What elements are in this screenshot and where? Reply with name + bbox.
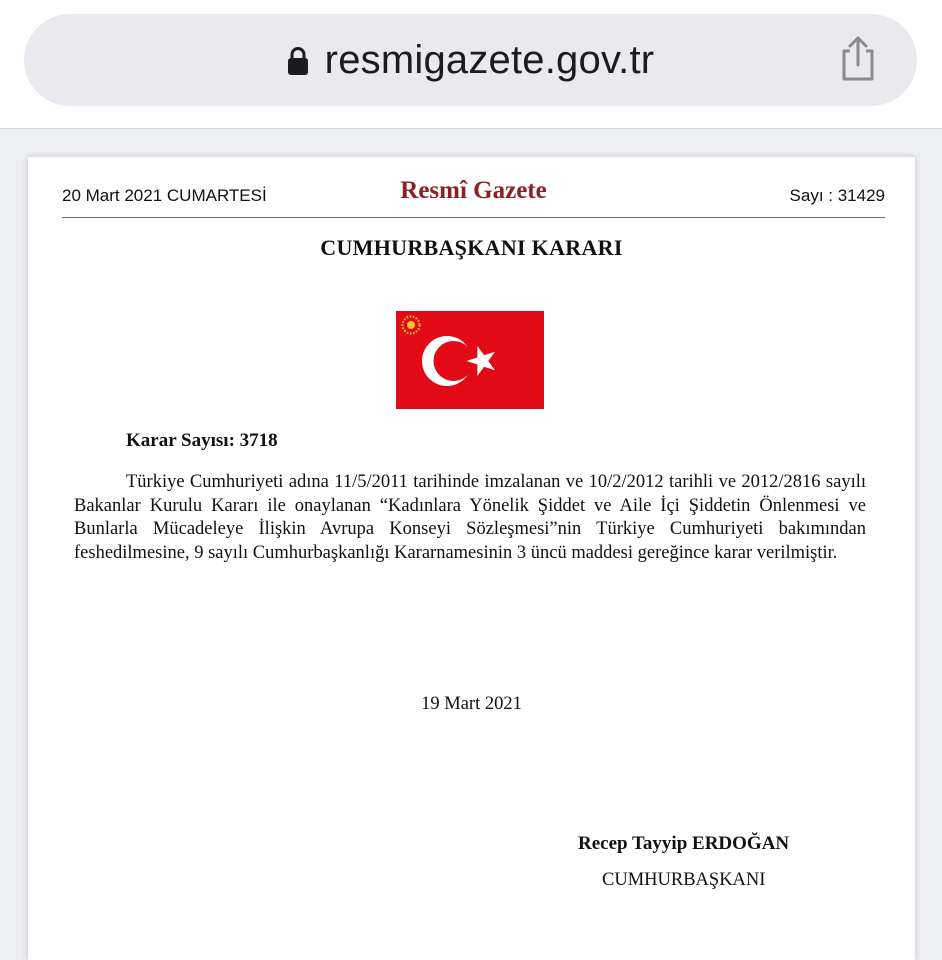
- address-bar-content: [24, 14, 917, 106]
- url-text: resmigazete.gov.tr: [324, 37, 655, 82]
- gazette-issue-number: Sayı : 31429: [789, 186, 885, 205]
- address-bar[interactable]: [24, 14, 917, 106]
- decree-heading: CUMHURBAŞKANI KARARI: [320, 235, 623, 260]
- gazette-page: [28, 157, 915, 960]
- header-rule: [62, 217, 885, 218]
- signer-title: CUMHURBAŞKANI: [602, 870, 766, 890]
- signer-name: Recep Tayyip ERDOĞAN: [578, 833, 790, 854]
- decision-number: Karar Sayısı: 3718: [126, 430, 278, 451]
- gazette-header: [62, 177, 885, 217]
- gazette-title: Resmî Gazete: [400, 177, 547, 204]
- share-icon[interactable]: [837, 34, 879, 84]
- lock-icon: [287, 46, 309, 76]
- gazette-date: 20 Mart 2021 CUMARTESİ: [62, 186, 267, 205]
- turkish-flag-icon: [396, 311, 544, 409]
- decree-body: Türkiye Cumhuriyeti adına 11/5/2011 tarihinde imzalanan ve 10/2/2012 tarihli ve 2012/2816 sayılı Bakanlar Kurulu Kararı ile onaylanan “Kadınlara Yönelik Şiddet ve Aile İçi Şiddetin Önlenmesi ve Bunlarla Mücadeleye İlişkin Avrupa Konseyi Sözleşmesi”nin Türkiye Cumhuriyeti bakımından feshedilmesine, 9 sayılı Cumhurbaşkanlığı Kararnamesinin 3 üncü maddesi gereğince karar verilmiştir.: [74, 472, 866, 563]
- decree-date: 19 Mart 2021: [421, 694, 522, 714]
